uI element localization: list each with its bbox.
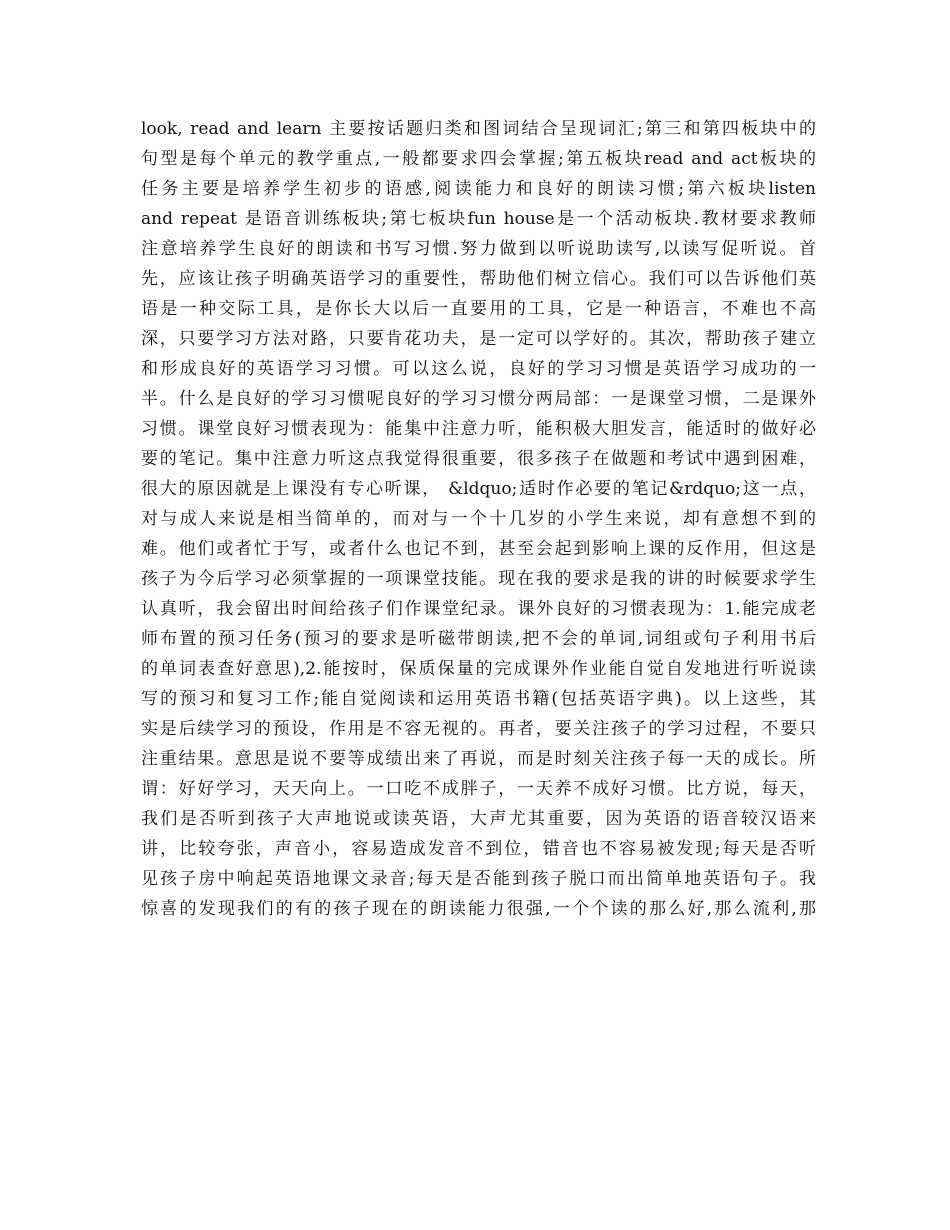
text-line: look, read and learn 主要按话题归类和图词结合呈现词汇;第三和第四板块中的 [141, 119, 816, 139]
text-line: 的单词表查好意思),2.能按时，保质保量的完成课外作业能自觉自发地进行听说读 [141, 659, 816, 679]
text-line: 先，应该让孩子明确英语学习的重要性，帮助他们树立信心。我们可以告诉他们英 [141, 269, 816, 289]
text-line: and repeat 是语音训练板块;第七板块fun house是一个活动板块.教材要求教师 [141, 209, 816, 229]
text-line: 注重结果。意思是说不要等成绩出来了再说，而是时刻关注孩子每一天的成长。所 [141, 749, 816, 769]
text-line: 对与成人来说是相当简单的，而对与一个十几岁的小学生来说，却有意想不到的 [141, 509, 816, 529]
text-line: 任务主要是培养学生初步的语感,阅读能力和良好的朗读习惯;第六板块listen [141, 179, 816, 199]
text-line: 很大的原因就是上课没有专心听课， &ldquo;适时作必要的笔记&rdquo;这一点， [141, 479, 816, 499]
text-line: 半。什么是良好的学习习惯呢良好的学习习惯分两局部：一是课堂习惯，二是课外 [141, 389, 816, 409]
text-line: 写的预习和复习工作;能自觉阅读和运用英语书籍(包括英语字典)。以上这些，其 [141, 689, 816, 709]
text-line: 实是后续学习的预设，作用是不容无视的。再者，要关注孩子的学习过程，不要只 [141, 719, 816, 739]
text-line: 习惯。课堂良好习惯表现为：能集中注意力听，能积极大胆发言，能适时的做好必 [141, 419, 816, 439]
text-line: 句型是每个单元的教学重点,一般都要求四会掌握;第五板块read and act板块的 [141, 149, 816, 169]
text-line: 难。他们或者忙于写，或者什么也记不到，甚至会起到影响上课的反作用，但这是 [141, 539, 816, 559]
text-line: 语是一种交际工具，是你长大以后一直要用的工具，它是一种语言，不难也不高 [141, 299, 816, 319]
text-line: 和形成良好的英语学习习惯。可以这么说，良好的学习习惯是英语学习成功的一 [141, 359, 816, 379]
text-line: 我们是否听到孩子大声地说或读英语，大声尤其重要，因为英语的语音较汉语来 [141, 809, 816, 829]
text-line: 深，只要学习方法对路，只要肯花功夫，是一定可以学好的。其次，帮助孩子建立 [141, 329, 816, 349]
text-line: 孩子为今后学习必须掌握的一项课堂技能。现在我的要求是我的讲的时候要求学生 [141, 569, 816, 589]
text-line: 见孩子房中响起英语地课文录音;每天是否能到孩子脱口而出简单地英语句子。我 [141, 869, 816, 889]
text-line: 认真听，我会留出时间给孩子们作课堂纪录。课外良好的习惯表现为：1.能完成老 [141, 599, 816, 619]
body-text [141, 114, 816, 924]
text-line: 讲，比较夸张，声音小，容易造成发音不到位，错音也不容易被发现;每天是否听 [141, 839, 816, 859]
text-line: 谓：好好学习，天天向上。一口吃不成胖子，一天养不成好习惯。比方说，每天， [141, 779, 816, 799]
text-line: 注意培养学生良好的朗读和书写习惯.努力做到以听说助读写,以读写促听说。首 [141, 239, 816, 259]
text-line: 惊喜的发现我们的有的孩子现在的朗读能力很强,一个个读的那么好,那么流利,那 [141, 899, 816, 919]
text-line: 要的笔记。集中注意力听这点我觉得很重要，很多孩子在做题和考试中遇到困难， [141, 449, 816, 469]
text-line: 师布置的预习任务(预习的要求是听磁带朗读,把不会的单词,词组或句子利用书后 [141, 629, 816, 649]
